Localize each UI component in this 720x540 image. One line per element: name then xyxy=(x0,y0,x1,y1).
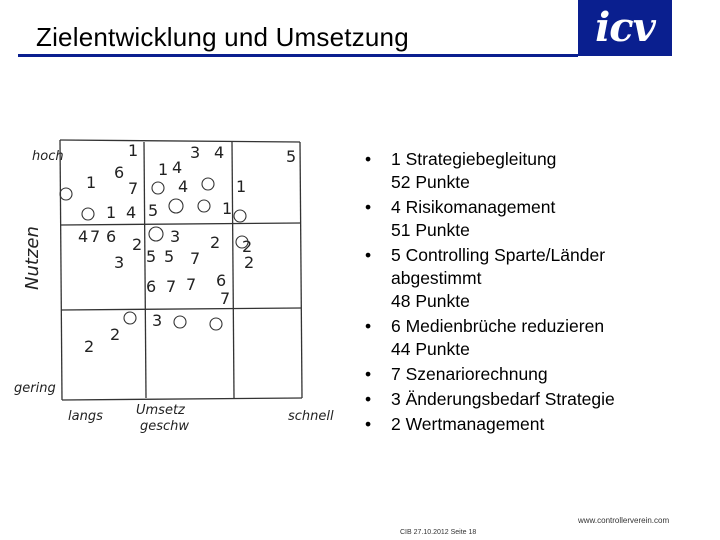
svg-text:4: 4 xyxy=(78,227,89,246)
list-item-points: 48 Punkte xyxy=(391,291,470,311)
svg-text:2: 2 xyxy=(242,237,253,256)
list-item-title: 1 Strategiebegleitung xyxy=(391,149,557,169)
list-item-title: 5 Controlling Sparte/Länder xyxy=(391,245,606,265)
svg-text:3: 3 xyxy=(190,143,201,162)
list-item-points: 44 Punkte xyxy=(391,339,470,359)
svg-text:3: 3 xyxy=(114,253,125,272)
svg-text:1: 1 xyxy=(128,141,139,160)
list-item xyxy=(365,388,695,411)
list-item-points: 52 Punkte xyxy=(391,172,470,192)
svg-text:7: 7 xyxy=(220,289,231,308)
bullet-glyph: • xyxy=(365,389,372,409)
list-item-title: 3 Änderungsbedarf Strategie xyxy=(391,389,615,409)
logo-text: icv xyxy=(595,4,655,51)
svg-text:2: 2 xyxy=(84,337,95,356)
svg-text:1: 1 xyxy=(222,199,233,218)
bullet-glyph: • xyxy=(365,364,372,384)
bullet-glyph: • xyxy=(365,149,372,169)
list-item-title: 6 Medienbrüche reduzieren xyxy=(391,316,605,336)
svg-text:5: 5 xyxy=(164,247,175,266)
list-item-points: 51 Punkte xyxy=(391,220,470,240)
svg-text:2: 2 xyxy=(132,235,143,254)
footer-page-info: CIB 27.10.2012 Seite 18 xyxy=(400,529,477,536)
list-item xyxy=(365,363,695,386)
x-axis-high-label: schnell xyxy=(288,409,334,424)
list-item-title: 7 Szenariorechnung xyxy=(391,364,548,384)
svg-text:3: 3 xyxy=(170,227,181,246)
svg-text:1: 1 xyxy=(158,160,169,179)
svg-text:6: 6 xyxy=(216,271,227,290)
y-axis-high-label: hoch xyxy=(32,149,64,164)
bullet-glyph: • xyxy=(365,245,372,265)
svg-text:5: 5 xyxy=(146,247,157,266)
svg-text:7: 7 xyxy=(166,277,177,296)
svg-text:5: 5 xyxy=(286,147,297,166)
svg-text:7: 7 xyxy=(190,249,201,268)
footer-url: www.controllerverein.com xyxy=(578,516,670,525)
bullet-glyph: • xyxy=(365,197,372,217)
x-axis-low-label: langs xyxy=(68,409,103,424)
x-axis-mid-label-1: Umsetz xyxy=(136,403,185,418)
list-item xyxy=(365,244,695,313)
list-item-title: 4 Risikomanagement xyxy=(391,197,556,217)
list-item xyxy=(365,413,695,436)
list-item xyxy=(365,148,695,194)
svg-text:6: 6 xyxy=(106,227,117,246)
svg-text:2: 2 xyxy=(210,233,221,252)
svg-text:5: 5 xyxy=(148,201,159,220)
svg-text:6: 6 xyxy=(114,163,125,182)
title-underline xyxy=(18,54,578,57)
list-item-title: 2 Wertmanagement xyxy=(391,414,545,434)
svg-text:4: 4 xyxy=(172,158,183,177)
svg-text:2: 2 xyxy=(244,253,255,272)
list-item xyxy=(365,315,695,361)
page-title: Zielentwicklung und Umsetzung xyxy=(36,22,409,52)
list-item-subtitle: abgestimmt xyxy=(391,268,482,288)
list-item xyxy=(365,196,695,242)
svg-text:7: 7 xyxy=(128,179,139,198)
svg-text:1: 1 xyxy=(106,203,117,222)
svg-text:1: 1 xyxy=(236,177,247,196)
svg-text:4: 4 xyxy=(214,143,225,162)
bullet-glyph: • xyxy=(365,316,372,336)
bullet-glyph: • xyxy=(365,414,372,434)
hand-drawn-matrix-sketch xyxy=(10,130,340,440)
ranking-list xyxy=(365,148,695,438)
x-axis-mid-label-2: geschw xyxy=(140,419,190,434)
svg-text:7: 7 xyxy=(90,227,101,246)
svg-text:6: 6 xyxy=(146,277,157,296)
vote-numbers xyxy=(78,141,296,356)
icv-logo xyxy=(578,0,672,56)
svg-text:3: 3 xyxy=(152,311,163,330)
svg-text:4: 4 xyxy=(126,203,137,222)
y-axis-low-label: gering xyxy=(14,381,56,396)
svg-text:4: 4 xyxy=(178,177,189,196)
svg-text:2: 2 xyxy=(110,325,121,344)
svg-text:1: 1 xyxy=(86,173,97,192)
y-axis-label: Nutzen xyxy=(22,226,43,290)
svg-text:7: 7 xyxy=(186,275,197,294)
